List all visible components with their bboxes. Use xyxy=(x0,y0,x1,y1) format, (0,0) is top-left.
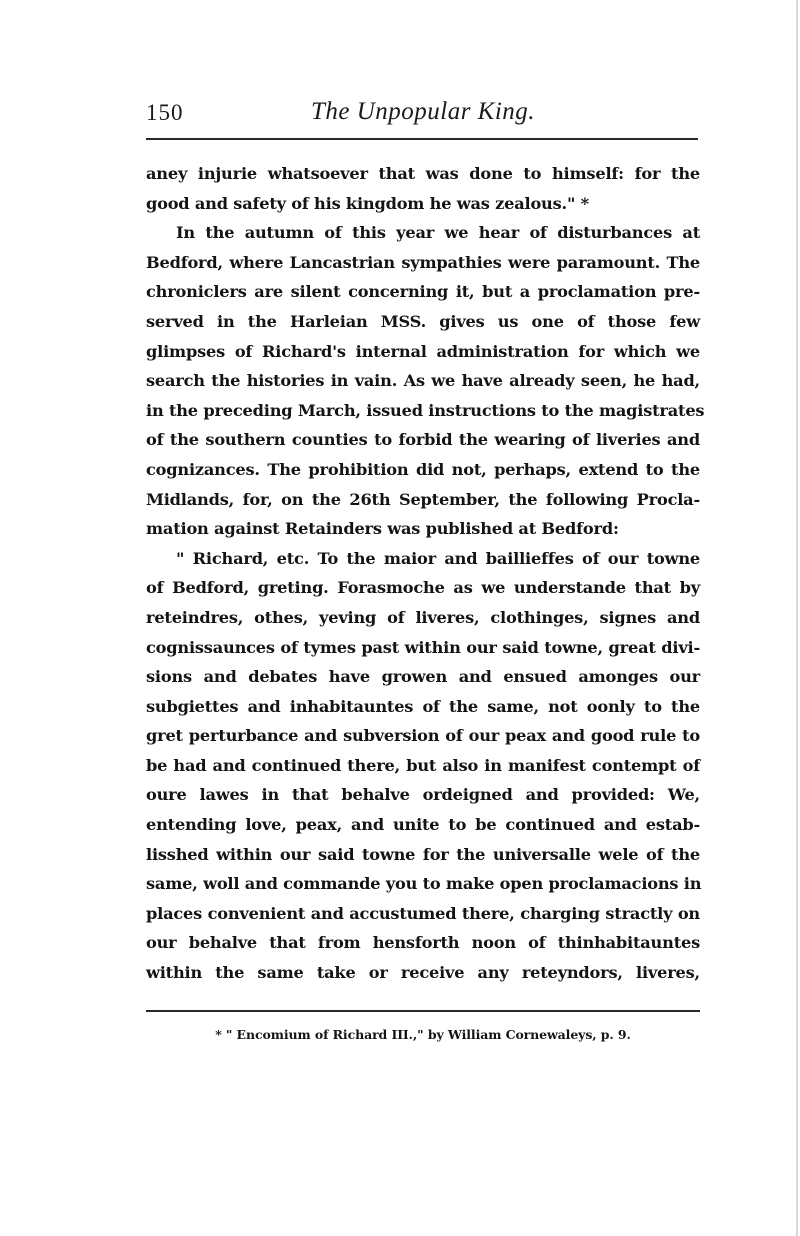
text-line: oure lawes in that behalve ordeigned and provided: We, xyxy=(146,785,700,805)
text-line: same, woll and commande you to make open proclamacions in xyxy=(146,874,702,894)
text-line: chroniclers are silent concerning it, but a proclamation pre- xyxy=(146,282,700,302)
text-line: cognissaunces of tymes past within our said towne, great divi- xyxy=(146,637,700,657)
footnote-rule xyxy=(146,1010,700,1012)
text-line: mation against Retainders was published at Bedford: xyxy=(146,519,619,539)
running-header xyxy=(146,96,700,132)
text-line: aney injurie whatsoever that was done to himself: for the xyxy=(146,164,700,183)
text-line: search the histories in vain. As we have already seen, he had, xyxy=(146,371,700,391)
text-line: places convenient and accustumed there, charging stractly on xyxy=(146,903,700,923)
text-line: Midlands, for, on the 26th September, the following Procla- xyxy=(146,489,700,509)
text-line: gret perturbance and subversion of our peax and good rule to xyxy=(146,726,700,746)
text-line: sions and debates have growen and ensued amonges our xyxy=(146,667,700,687)
text-line: served in the Harleian MSS. gives us one of those few xyxy=(146,311,700,331)
text-line: cognizances. The prohibition did not, perhaps, extend to the xyxy=(146,459,700,479)
text-line: lisshed within our said towne for the universalle wele of the xyxy=(146,844,700,864)
text-line: In the autumn of this year we hear of disturbances at xyxy=(176,223,700,243)
text-line: entending love, peax, and unite to be continued and estab- xyxy=(146,815,700,835)
text-line: our behalve that from hensforth noon of thinhabitauntes xyxy=(146,933,700,953)
page-edge xyxy=(796,0,798,1236)
header-rule xyxy=(146,138,698,140)
text-line: in the preceding March, issued instructions to the magistrates xyxy=(146,400,705,420)
text-line: subgiettes and inhabitauntes of the same, not oonly to the xyxy=(146,696,700,716)
footnote: * " Encomium of Richard III.," by William Cornewaleys, p. 9. xyxy=(215,1027,631,1042)
text-line: of Bedford, greting. Forasmoche as we understande that by xyxy=(146,578,700,598)
text-line: of the southern counties to forbid the wearing of liveries and xyxy=(146,430,700,450)
text-line: good and safety of his kingdom he was zealous." * xyxy=(146,193,589,213)
text-line: glimpses of Richard's internal administration for which we xyxy=(146,341,700,361)
text-line: be had and continued there, but also in manifest contempt of xyxy=(146,755,700,775)
body-text xyxy=(146,159,705,988)
text-line: reteindres, othes, yeving of liveres, clothinges, signes and xyxy=(146,607,700,627)
page-number: 150 xyxy=(146,100,184,125)
running-title: The Unpopular King. xyxy=(310,98,536,125)
text-line: " Richard, etc. To the maior and baillieffes of our towne xyxy=(176,548,700,568)
text-line: within the same take or receive any reteyndors, liveres, xyxy=(146,963,700,983)
text-line: Bedford, where Lancastrian sympathies were paramount. The xyxy=(146,252,700,272)
